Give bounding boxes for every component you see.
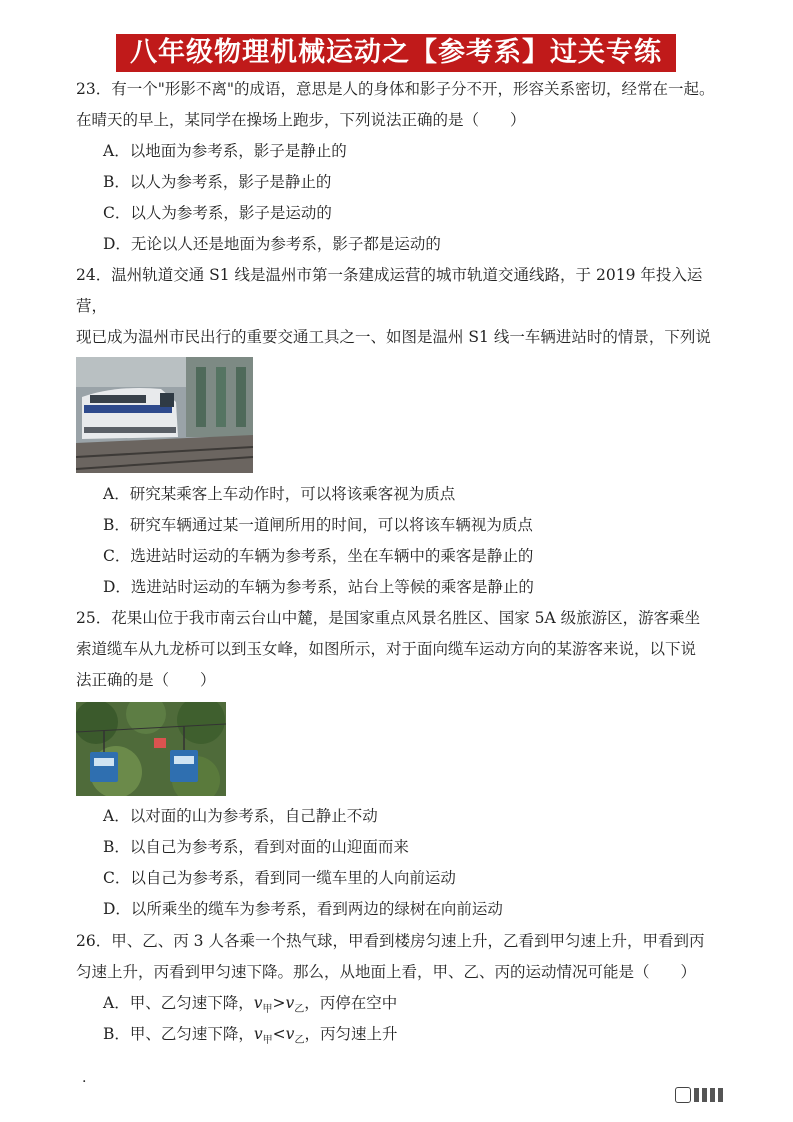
option-b: B．以人为参考系，影子是静止的	[103, 173, 332, 191]
option-c: C．以自己为参考系，看到同一缆车里的人向前运动	[103, 869, 456, 887]
option-b: B．研究车辆通过某一道闸所用的时间，可以将该车辆视为质点	[103, 516, 533, 534]
stem-line: 在晴天的早上，某同学在操场上跑步，下列说法正确的是（ ）	[76, 111, 526, 129]
question-25-stem	[76, 603, 726, 696]
watermark-bars-icon	[694, 1088, 723, 1102]
watermark-icon	[675, 1087, 691, 1103]
option-c: C．以人为参考系，影子是运动的	[103, 204, 332, 222]
cable-car-photo	[76, 702, 226, 796]
option-c: C．选进站时运动的车辆为参考系，坐在车辆中的乘客是静止的	[103, 547, 534, 565]
option-d: D．无论以人还是地面为参考系，影子都是运动的	[103, 235, 441, 253]
option-d: D．选进站时运动的车辆为参考系，站台上等候的乘客是静止的	[103, 578, 534, 596]
question-23-stem	[76, 74, 726, 136]
option-b: B．甲、乙匀速下降，$v_甲<v_乙$，丙匀速上升	[103, 1025, 398, 1047]
option-b: B．以自己为参考系，看到对面的山迎面而来	[103, 838, 409, 856]
stem-line: 26．甲、乙、丙 3 人各乘一个热气球，甲看到楼房匀速上升，乙看到甲匀速上升，甲看到丙	[76, 932, 705, 950]
option-d: D．以所乘坐的缆车为参考系，看到两边的绿树在向前运动	[103, 900, 503, 918]
stem-line: 24．温州轨道交通 S1 线是温州市第一条建成运营的城市轨道交通线路，于 2019 年投入运营，	[76, 266, 703, 315]
option-a: A．以地面为参考系，影子是静止的	[103, 142, 347, 160]
stem-line: 匀速上升，丙看到甲匀速下降。那么，从地面上看，甲、乙、丙的运动情况可能是（ ）	[76, 963, 697, 981]
watermark-logo	[675, 1082, 775, 1108]
stem-line: 25．花果山位于我市南云台山中麓，是国家重点风景名胜区、国家 5A 级旅游区，游客乘坐	[76, 609, 701, 627]
stem-line: 法正确的是（ ）	[76, 671, 216, 689]
option-a: A．以对面的山为参考系，自己静止不动	[103, 807, 378, 825]
page-title: 八年级物理机械运动之【参考系】过关专练	[116, 34, 676, 72]
train-station-photo	[76, 357, 253, 473]
footer-dot: .	[82, 1070, 87, 1086]
option-a: A．研究某乘客上车动作时，可以将该乘客视为质点	[103, 485, 456, 503]
stem-line: 索道缆车从九龙桥可以到玉女峰，如图所示，对于面向缆车运动方向的某游客来说，以下说	[76, 640, 697, 658]
stem-line: 现已成为温州市民出行的重要交通工具之一、如图是温州 S1 线一车辆进站时的情景，下列说	[76, 328, 711, 346]
question-26-stem	[76, 926, 726, 988]
option-a: A．甲、乙匀速下降，$v_甲>v_乙$，丙停在空中	[103, 994, 398, 1016]
stem-line: 23．有一个"形影不离"的成语，意思是人的身体和影子分不开，形容关系密切，经常在一起。	[76, 80, 715, 98]
